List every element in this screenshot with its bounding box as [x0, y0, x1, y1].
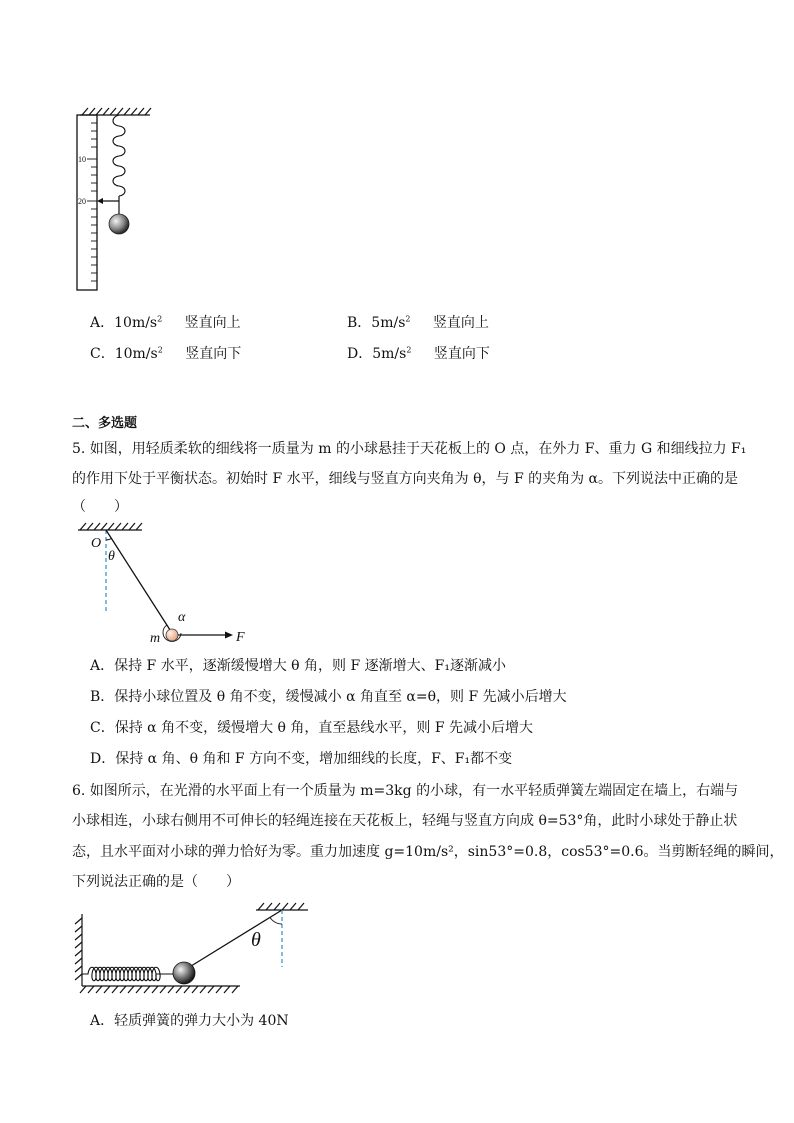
ruler-label-20: 20	[78, 197, 86, 206]
ball	[173, 962, 195, 984]
option-value: 5m/s	[372, 346, 407, 362]
ball-m	[166, 629, 178, 641]
q5-option-a: A．保持 F 水平，逐渐缓慢增大 θ 角，则 F 逐渐增大、F₁逐渐减小	[90, 658, 506, 674]
option-direction: 竖直向下	[185, 346, 242, 362]
option-value: 10m/s	[114, 315, 158, 331]
q4-option-d	[347, 343, 490, 363]
option-exponent: 2	[406, 345, 412, 355]
spring-coil	[113, 115, 125, 196]
section-title: 二、多选题	[72, 416, 138, 431]
label-alpha: α	[178, 610, 186, 625]
option-letter: B．	[347, 315, 372, 331]
q4-option-c	[90, 343, 241, 363]
option-letter: C．	[90, 346, 115, 362]
hanging-ball	[109, 214, 129, 234]
option-letter: D．	[347, 346, 373, 362]
ceiling-hatch	[256, 903, 308, 910]
label-theta: θ	[108, 549, 115, 564]
q5-stem-line-3: （ ）	[72, 499, 128, 515]
option-letter: A．	[90, 315, 115, 331]
label-theta: θ	[251, 929, 261, 951]
label-f: F	[236, 630, 245, 645]
ceiling-hatch	[80, 108, 151, 115]
pointer-arrowhead	[97, 198, 103, 204]
q5-option-d: D．保持 α 角、θ 角和 F 方向不变，增加细线的长度，F、F₁都不变	[90, 751, 513, 767]
option-exponent: 2	[405, 314, 411, 324]
q4-option-a	[90, 312, 241, 332]
q5-stem-line-2: 的作用下处于平衡状态。初始时 F 水平，细线与竖直方向夹角为 θ，与 F 的夹角为 α。下列说法中正确的是	[72, 471, 739, 487]
q6-stem-line-1: 6. 如图所示，在光滑的水平面上有一个质量为 m=3kg 的小球，有一水平轻质弹簧左端固定在墙上，右端与	[72, 783, 739, 799]
label-o: O	[91, 536, 102, 551]
ruler-label-10: 10	[78, 155, 86, 164]
q5-option-c: C．保持 α 角不变，缓慢增大 θ 角，直至悬线水平，则 F 先减小后增大	[90, 720, 534, 736]
theta-arc	[106, 538, 112, 540]
force-f-arrowhead	[225, 632, 233, 639]
option-value: 10m/s	[114, 346, 158, 362]
string	[106, 530, 172, 633]
horizontal-spring	[82, 967, 174, 981]
q6-option-a: A．轻质弹簧的弹力大小为 40N	[90, 1013, 289, 1029]
pendulum-figure	[70, 518, 260, 650]
ceiling-hatch	[78, 523, 142, 530]
rope	[183, 910, 282, 971]
floor-hatch	[80, 986, 240, 993]
option-value: 5m/s	[371, 315, 406, 331]
q5-option-b: B．保持小球位置及 θ 角不变，缓慢减小 α 角直至 α=θ，则 F 先减小后增大	[90, 689, 567, 705]
option-exponent: 2	[157, 314, 163, 324]
q6-stem-line-3: 态，且水平面对小球的弹力恰好为零。重力加速度 g=10m/s²，sin53°=0.8，cos53°=0.6。当剪断轻绳的瞬间，	[72, 844, 784, 860]
spring-rope-figure	[70, 902, 315, 1000]
option-exponent: 2	[157, 345, 163, 355]
q5-stem-line-1: 5. 如图，用轻质柔软的细线将一质量为 m 的小球悬挂于天花板上的 O 点，在外力 F、重力 G 和细线拉力 F₁	[72, 441, 747, 457]
label-m: m	[150, 631, 161, 646]
q4-option-b	[347, 312, 489, 332]
theta-arc	[270, 917, 282, 924]
option-direction: 竖直向上	[432, 315, 489, 331]
q6-stem-line-4: 下列说法正确的是（ ）	[72, 874, 240, 890]
option-direction: 竖直向下	[433, 346, 490, 362]
spring-scale-figure	[70, 104, 160, 296]
option-direction: 竖直向上	[184, 315, 241, 331]
wall-hatch	[75, 914, 82, 986]
q6-stem-line-2: 小球相连，小球右侧用不可伸长的轻绳连接在天花板上，轻绳与竖直方向成 θ=53°角，此时小球处于静止状	[72, 813, 738, 829]
